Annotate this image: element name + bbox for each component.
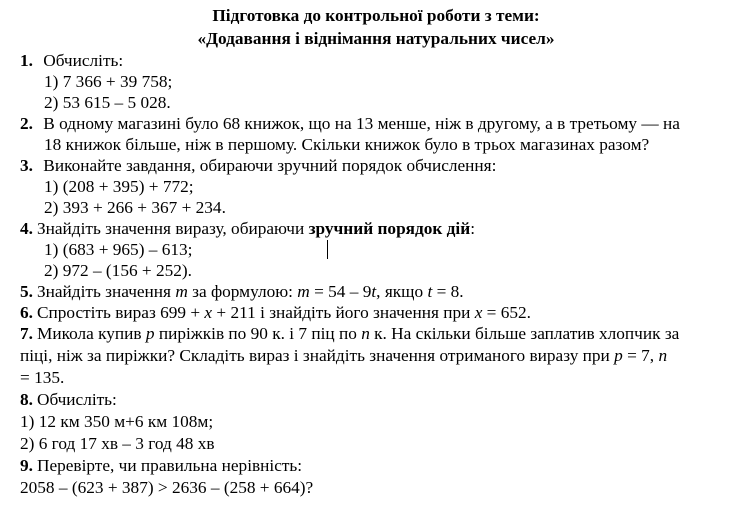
task-text: = 54 – 9 bbox=[309, 282, 372, 301]
task-text: Обчисліть: bbox=[43, 51, 124, 70]
task-text: Спростіть вираз 699 + bbox=[36, 303, 205, 322]
task-text-bold: зручний порядок дій bbox=[308, 219, 471, 238]
task-1 bbox=[20, 51, 123, 71]
task-text: Знайдіть значення виразу, обираючи bbox=[36, 219, 309, 238]
task-3-item-2: 2) 393 + 266 + 367 + 234. bbox=[44, 198, 226, 217]
task-text: к. На скільки більше заплатив хлопчик за bbox=[369, 324, 680, 343]
page-title-line-2: «Додавання і віднімання натуральних чисел» bbox=[197, 29, 555, 48]
task-text: = 652. bbox=[482, 303, 531, 322]
variable-t: t bbox=[427, 282, 433, 301]
task-text: Знайдіть значення bbox=[36, 282, 176, 301]
text-cursor bbox=[327, 240, 328, 259]
task-1-item-1: 1) 7 366 + 39 758; bbox=[44, 72, 173, 91]
variable-x: x bbox=[204, 303, 213, 322]
variable-m: m bbox=[297, 282, 310, 301]
task-text: піці, ніж за пиріжки? Складіть вираз і знайдіть значення отриманого виразу при bbox=[20, 346, 615, 365]
task-3-item-1: 1) (208 + 395) + 772; bbox=[44, 177, 194, 196]
task-text: Обчисліть: bbox=[36, 390, 117, 409]
task-3 bbox=[20, 156, 496, 176]
task-4-item-2: 2) 972 – (156 + 252). bbox=[44, 261, 192, 280]
task-number: 3. bbox=[20, 156, 33, 175]
variable-t: t bbox=[371, 282, 377, 301]
task-9 bbox=[20, 456, 302, 476]
task-7-line-3: = 135. bbox=[20, 368, 65, 387]
task-text: = 8. bbox=[432, 282, 464, 301]
task-number: 4. bbox=[20, 219, 33, 238]
task-number: 7. bbox=[20, 324, 33, 343]
task-number: 2. bbox=[20, 114, 33, 133]
task-2-line-2: 18 книжок більше, ніж в першому. Скільки книжок було в трьох магазинах разом? bbox=[44, 135, 650, 154]
task-number: 6. bbox=[20, 303, 33, 322]
variable-n: n bbox=[658, 346, 668, 365]
task-number: 8. bbox=[20, 390, 33, 409]
task-4 bbox=[20, 219, 475, 239]
task-text: за формулою: bbox=[187, 282, 298, 301]
task-text-colon: : bbox=[470, 219, 475, 238]
variable-m: m bbox=[175, 282, 188, 301]
task-2 bbox=[20, 114, 680, 134]
task-8-item-1: 1) 12 км 350 м+6 км 108м; bbox=[20, 412, 214, 431]
task-text: Перевірте, чи правильна нерівність: bbox=[36, 456, 303, 475]
variable-n: n bbox=[361, 324, 370, 343]
variable-p: p bbox=[145, 324, 155, 343]
task-7 bbox=[20, 324, 679, 344]
task-text: + 211 і знайдіть його значення при bbox=[212, 303, 475, 322]
variable-x: x bbox=[474, 303, 483, 322]
task-text: , якщо bbox=[376, 282, 428, 301]
task-text: = 7, bbox=[622, 346, 659, 365]
task-7-line-2 bbox=[20, 346, 667, 366]
task-5 bbox=[20, 282, 464, 302]
task-text: пиріжків по 90 к. і 7 піц по bbox=[154, 324, 362, 343]
task-text-line-1: В одному магазині було 68 книжок, що на 13 менше, ніж в другому, а в третьому — на bbox=[43, 114, 680, 133]
task-1-item-2: 2) 53 615 – 5 028. bbox=[44, 93, 171, 112]
task-text: Микола купив bbox=[36, 324, 146, 343]
task-4-item-1: 1) (683 + 965) – 613; bbox=[44, 240, 193, 259]
task-6 bbox=[20, 303, 531, 323]
task-8-item-2: 2) 6 год 17 хв – 3 год 48 хв bbox=[20, 434, 215, 453]
task-number: 1. bbox=[20, 51, 33, 70]
task-number: 5. bbox=[20, 282, 33, 301]
task-number: 9. bbox=[20, 456, 33, 475]
task-9-expression: 2058 – (623 + 387) > 2636 – (258 + 664)? bbox=[20, 478, 314, 497]
page-title-line-1: Підготовка до контрольної роботи з теми: bbox=[212, 6, 540, 25]
task-8 bbox=[20, 390, 117, 410]
variable-p: p bbox=[614, 346, 623, 365]
task-text: Виконайте завдання, обираючи зручний порядок обчислення: bbox=[43, 156, 497, 175]
